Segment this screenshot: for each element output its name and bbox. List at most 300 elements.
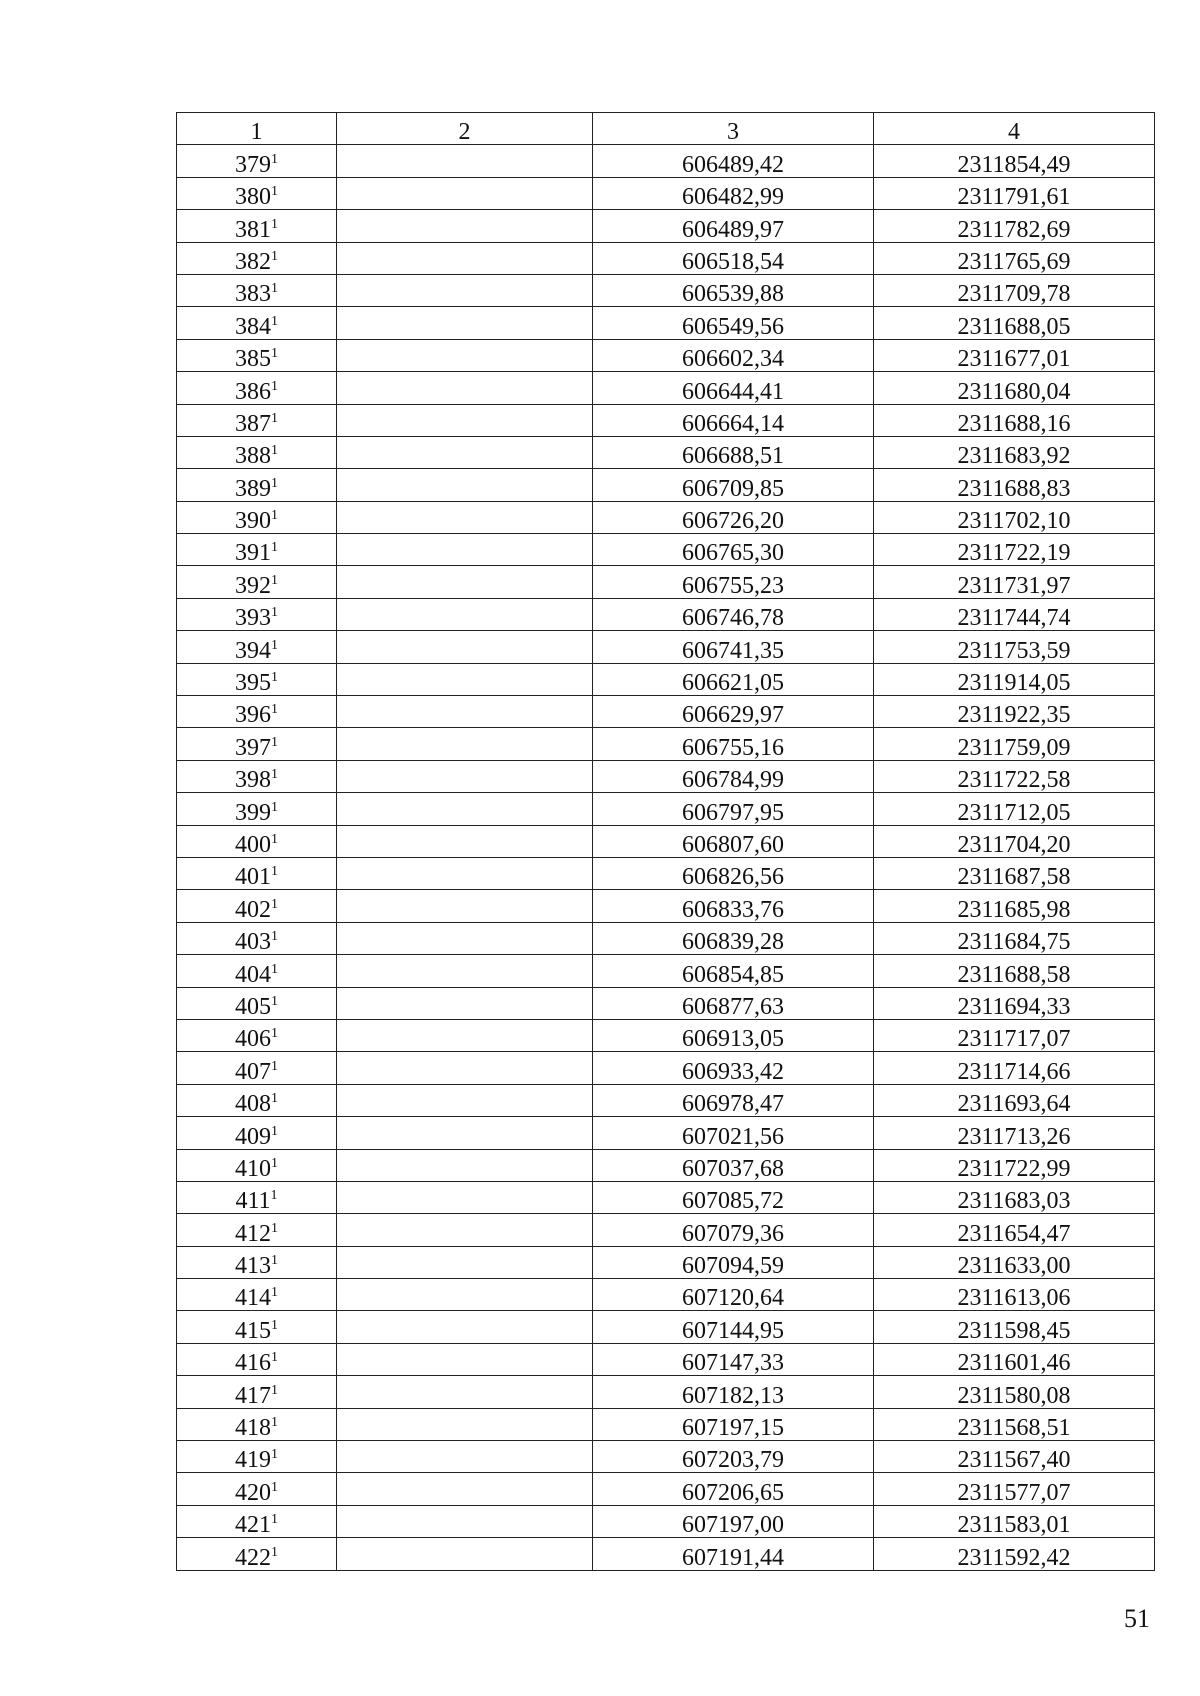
point-number: 384 (235, 313, 271, 340)
point-superscript: 1 (271, 799, 278, 815)
empty-column-cell (337, 1052, 593, 1084)
y-coordinate-cell: 2311683,03 (874, 1181, 1155, 1213)
point-superscript: 1 (271, 1155, 278, 1171)
point-number: 385 (235, 346, 271, 373)
y-coordinate-cell: 2311712,05 (874, 793, 1155, 825)
point-superscript: 1 (271, 1382, 278, 1398)
empty-column-cell (337, 1117, 593, 1149)
empty-column-cell (337, 1376, 593, 1408)
y-coordinate-cell: 2311717,07 (874, 1019, 1155, 1051)
x-coordinate-cell: 607203,79 (593, 1441, 874, 1473)
empty-column-cell (337, 1084, 593, 1116)
table-row (177, 242, 1155, 274)
point-number: 399 (235, 799, 271, 826)
point-number-cell (177, 1376, 337, 1408)
empty-column-cell (337, 404, 593, 436)
empty-column-cell (337, 1279, 593, 1311)
point-superscript: 1 (271, 1123, 278, 1139)
y-coordinate-cell: 2311922,35 (874, 696, 1155, 728)
table-row (177, 728, 1155, 760)
point-superscript: 1 (271, 151, 278, 167)
x-coordinate-cell: 606726,20 (593, 501, 874, 533)
point-number: 404 (235, 961, 271, 988)
y-coordinate-cell: 2311693,64 (874, 1084, 1155, 1116)
point-number: 388 (235, 443, 271, 470)
point-number-cell (177, 372, 337, 404)
table-row (177, 210, 1155, 242)
point-number-cell (177, 469, 337, 501)
x-coordinate-cell: 606933,42 (593, 1052, 874, 1084)
x-coordinate-cell: 606489,97 (593, 210, 874, 242)
point-number: 387 (235, 410, 271, 437)
column-header-1: 1 (177, 113, 337, 145)
table-body (177, 145, 1155, 1570)
table-row (177, 1117, 1155, 1149)
y-coordinate-cell: 2311914,05 (874, 663, 1155, 695)
point-number: 401 (235, 864, 271, 891)
x-coordinate-cell: 606746,78 (593, 598, 874, 630)
point-superscript: 1 (270, 1188, 278, 1204)
x-coordinate-cell: 607191,44 (593, 1538, 874, 1570)
table-row (177, 1149, 1155, 1181)
point-number-cell (177, 728, 337, 760)
empty-column-cell (337, 890, 593, 922)
empty-column-cell (337, 307, 593, 339)
column-header-2: 2 (337, 113, 593, 145)
y-coordinate-cell: 2311592,42 (874, 1538, 1155, 1570)
point-superscript: 1 (271, 1447, 278, 1463)
y-coordinate-cell: 2311722,19 (874, 534, 1155, 566)
point-number: 407 (235, 1058, 271, 1085)
table-row (177, 1019, 1155, 1051)
x-coordinate-cell: 607147,33 (593, 1343, 874, 1375)
y-coordinate-cell: 2311714,66 (874, 1052, 1155, 1084)
table-row (177, 534, 1155, 566)
empty-column-cell (337, 1441, 593, 1473)
x-coordinate-cell: 606602,34 (593, 339, 874, 371)
point-superscript: 1 (271, 637, 278, 653)
x-coordinate-cell: 606854,85 (593, 955, 874, 987)
point-number-cell (177, 825, 337, 857)
point-number: 418 (235, 1415, 271, 1442)
point-number: 396 (235, 702, 271, 729)
point-superscript: 1 (271, 1350, 278, 1366)
point-superscript: 1 (271, 313, 278, 329)
point-number-cell (177, 1084, 337, 1116)
column-header-4: 4 (874, 113, 1155, 145)
point-number-cell (177, 598, 337, 630)
table-row (177, 469, 1155, 501)
x-coordinate-cell: 606913,05 (593, 1019, 874, 1051)
point-superscript: 1 (271, 184, 278, 200)
x-coordinate-cell: 606765,30 (593, 534, 874, 566)
point-number-cell (177, 922, 337, 954)
y-coordinate-cell: 2311580,08 (874, 1376, 1155, 1408)
page-number: 51 (1124, 1604, 1150, 1633)
point-superscript: 1 (271, 831, 278, 847)
empty-column-cell (337, 922, 593, 954)
empty-column-cell (337, 1019, 593, 1051)
point-number-cell (177, 696, 337, 728)
point-number: 380 (235, 184, 271, 211)
table-row (177, 1473, 1155, 1505)
y-coordinate-cell: 2311702,10 (874, 501, 1155, 533)
point-number-cell (177, 274, 337, 306)
x-coordinate-cell: 606709,85 (593, 469, 874, 501)
point-number-cell (177, 1441, 337, 1473)
point-number: 405 (235, 993, 271, 1020)
point-number: 410 (235, 1155, 271, 1182)
table-row (177, 1376, 1155, 1408)
point-number: 381 (235, 216, 271, 243)
empty-column-cell (337, 372, 593, 404)
x-coordinate-cell: 606755,23 (593, 566, 874, 598)
point-superscript: 1 (271, 734, 278, 750)
y-coordinate-cell: 2311684,75 (874, 922, 1155, 954)
y-coordinate-cell: 2311688,05 (874, 307, 1155, 339)
x-coordinate-cell: 607037,68 (593, 1149, 874, 1181)
empty-column-cell (337, 1473, 593, 1505)
point-superscript: 1 (271, 248, 278, 264)
empty-column-cell (337, 1343, 593, 1375)
y-coordinate-cell: 2311633,00 (874, 1246, 1155, 1278)
empty-column-cell (337, 436, 593, 468)
y-coordinate-cell: 2311744,74 (874, 598, 1155, 630)
x-coordinate-cell: 606826,56 (593, 857, 874, 889)
y-coordinate-cell: 2311688,83 (874, 469, 1155, 501)
empty-column-cell (337, 145, 593, 177)
table-row (177, 1181, 1155, 1213)
point-number: 402 (235, 896, 271, 923)
point-number: 403 (235, 929, 271, 956)
table-row (177, 1214, 1155, 1246)
point-superscript: 1 (271, 1544, 278, 1560)
empty-column-cell (337, 987, 593, 1019)
y-coordinate-cell: 2311753,59 (874, 631, 1155, 663)
x-coordinate-cell: 606664,14 (593, 404, 874, 436)
point-number-cell (177, 1538, 337, 1570)
y-coordinate-cell: 2311567,40 (874, 1441, 1155, 1473)
empty-column-cell (337, 1505, 593, 1537)
empty-column-cell (337, 825, 593, 857)
y-coordinate-cell: 2311709,78 (874, 274, 1155, 306)
empty-column-cell (337, 1408, 593, 1440)
x-coordinate-cell: 606688,51 (593, 436, 874, 468)
x-coordinate-cell: 607182,13 (593, 1376, 874, 1408)
point-superscript: 1 (271, 346, 278, 362)
point-superscript: 1 (271, 410, 278, 426)
point-superscript: 1 (271, 961, 278, 977)
x-coordinate-cell: 606833,76 (593, 890, 874, 922)
empty-column-cell (337, 728, 593, 760)
point-number: 406 (235, 1026, 271, 1053)
point-superscript: 1 (271, 605, 278, 621)
y-coordinate-cell: 2311677,01 (874, 339, 1155, 371)
x-coordinate-cell: 606755,16 (593, 728, 874, 760)
x-coordinate-cell: 607079,36 (593, 1214, 874, 1246)
empty-column-cell (337, 793, 593, 825)
point-number: 400 (235, 831, 271, 858)
point-number: 409 (235, 1123, 271, 1150)
point-number-cell (177, 210, 337, 242)
x-coordinate-cell: 607197,15 (593, 1408, 874, 1440)
empty-column-cell (337, 242, 593, 274)
table-row (177, 339, 1155, 371)
table-row (177, 274, 1155, 306)
column-header-3: 3 (593, 113, 874, 145)
empty-column-cell (337, 177, 593, 209)
point-superscript: 1 (271, 281, 278, 297)
empty-column-cell (337, 1538, 593, 1570)
y-coordinate-cell: 2311654,47 (874, 1214, 1155, 1246)
point-superscript: 1 (271, 1479, 278, 1495)
y-coordinate-cell: 2311694,33 (874, 987, 1155, 1019)
point-number-cell (177, 1214, 337, 1246)
y-coordinate-cell: 2311791,61 (874, 177, 1155, 209)
point-number: 391 (235, 540, 271, 567)
point-superscript: 1 (271, 1091, 278, 1107)
point-number: 379 (235, 151, 271, 178)
point-number: 416 (235, 1350, 271, 1377)
point-number-cell (177, 857, 337, 889)
point-superscript: 1 (271, 1253, 278, 1269)
table-row (177, 631, 1155, 663)
y-coordinate-cell: 2311704,20 (874, 825, 1155, 857)
point-number-cell (177, 1473, 337, 1505)
empty-column-cell (337, 598, 593, 630)
point-number: 393 (235, 605, 271, 632)
table-row (177, 922, 1155, 954)
x-coordinate-cell: 607094,59 (593, 1246, 874, 1278)
table-row (177, 1052, 1155, 1084)
point-superscript: 1 (271, 1220, 278, 1236)
point-number: 419 (235, 1447, 271, 1474)
point-superscript: 1 (271, 572, 278, 588)
point-superscript: 1 (271, 864, 278, 880)
table-row (177, 1505, 1155, 1537)
empty-column-cell (337, 760, 593, 792)
x-coordinate-cell: 606839,28 (593, 922, 874, 954)
table-row (177, 825, 1155, 857)
point-superscript: 1 (271, 702, 278, 718)
table-row (177, 436, 1155, 468)
point-number-cell (177, 404, 337, 436)
point-number: 397 (235, 734, 271, 761)
y-coordinate-cell: 2311688,58 (874, 955, 1155, 987)
point-number: 383 (235, 281, 271, 308)
point-superscript: 1 (271, 508, 278, 524)
x-coordinate-cell: 606978,47 (593, 1084, 874, 1116)
table-row (177, 372, 1155, 404)
point-number-cell (177, 1246, 337, 1278)
empty-column-cell (337, 501, 593, 533)
x-coordinate-cell: 607021,56 (593, 1117, 874, 1149)
point-number-cell (177, 631, 337, 663)
point-number: 390 (235, 508, 271, 535)
point-superscript: 1 (271, 767, 278, 783)
point-number: 386 (235, 378, 271, 405)
point-number: 417 (235, 1382, 271, 1409)
point-number: 421 (235, 1512, 271, 1539)
table-row (177, 1246, 1155, 1278)
point-number: 413 (235, 1253, 271, 1280)
point-superscript: 1 (271, 1415, 278, 1431)
point-superscript: 1 (271, 1285, 278, 1301)
x-coordinate-cell: 606489,42 (593, 145, 874, 177)
x-coordinate-cell: 606797,95 (593, 793, 874, 825)
y-coordinate-cell: 2311722,99 (874, 1149, 1155, 1181)
empty-column-cell (337, 1181, 593, 1213)
point-number-cell (177, 242, 337, 274)
point-superscript: 1 (271, 929, 278, 945)
point-superscript: 1 (271, 993, 278, 1009)
empty-column-cell (337, 339, 593, 371)
point-number-cell (177, 534, 337, 566)
y-coordinate-cell: 2311577,07 (874, 1473, 1155, 1505)
empty-column-cell (337, 1311, 593, 1343)
point-number: 408 (235, 1091, 271, 1118)
point-number-cell (177, 1019, 337, 1051)
point-superscript: 1 (271, 216, 278, 232)
empty-column-cell (337, 274, 593, 306)
point-superscript: 1 (271, 475, 278, 491)
point-number: 412 (235, 1220, 271, 1247)
point-superscript: 1 (271, 1026, 278, 1042)
x-coordinate-cell: 606644,41 (593, 372, 874, 404)
point-number-cell (177, 501, 337, 533)
y-coordinate-cell: 2311759,09 (874, 728, 1155, 760)
point-number: 415 (235, 1317, 271, 1344)
point-superscript: 1 (271, 1317, 278, 1333)
x-coordinate-cell: 606621,05 (593, 663, 874, 695)
point-number-cell (177, 1343, 337, 1375)
y-coordinate-cell: 2311601,46 (874, 1343, 1155, 1375)
table-row (177, 1279, 1155, 1311)
table-row (177, 663, 1155, 695)
empty-column-cell (337, 210, 593, 242)
y-coordinate-cell: 2311688,16 (874, 404, 1155, 436)
point-number-cell (177, 1181, 337, 1213)
y-coordinate-cell: 2311598,45 (874, 1311, 1155, 1343)
empty-column-cell (337, 534, 593, 566)
x-coordinate-cell: 606518,54 (593, 242, 874, 274)
table-row (177, 1343, 1155, 1375)
x-coordinate-cell: 606482,99 (593, 177, 874, 209)
x-coordinate-cell: 606741,35 (593, 631, 874, 663)
y-coordinate-cell: 2311613,06 (874, 1279, 1155, 1311)
point-number: 382 (235, 248, 271, 275)
point-number-cell (177, 1279, 337, 1311)
table-row (177, 955, 1155, 987)
table-row (177, 1311, 1155, 1343)
x-coordinate-cell: 606629,97 (593, 696, 874, 728)
table-row (177, 566, 1155, 598)
y-coordinate-cell: 2311765,69 (874, 242, 1155, 274)
y-coordinate-cell: 2311782,69 (874, 210, 1155, 242)
point-superscript: 1 (271, 1058, 278, 1074)
x-coordinate-cell: 607144,95 (593, 1311, 874, 1343)
empty-column-cell (337, 857, 593, 889)
y-coordinate-cell: 2311568,51 (874, 1408, 1155, 1440)
table-row (177, 1408, 1155, 1440)
x-coordinate-cell: 606807,60 (593, 825, 874, 857)
point-number-cell (177, 955, 337, 987)
table-row (177, 696, 1155, 728)
coordinates-table (176, 112, 1155, 1571)
point-number-cell (177, 436, 337, 468)
empty-column-cell (337, 566, 593, 598)
point-superscript: 1 (271, 896, 278, 912)
empty-column-cell (337, 696, 593, 728)
y-coordinate-cell: 2311854,49 (874, 145, 1155, 177)
point-number-cell (177, 793, 337, 825)
x-coordinate-cell: 606549,56 (593, 307, 874, 339)
point-number-cell (177, 890, 337, 922)
point-number-cell (177, 177, 337, 209)
table-row (177, 307, 1155, 339)
point-number: 389 (235, 475, 271, 502)
y-coordinate-cell: 2311683,92 (874, 436, 1155, 468)
point-superscript: 1 (271, 443, 278, 459)
table-row (177, 1441, 1155, 1473)
empty-column-cell (337, 1246, 593, 1278)
point-superscript: 1 (271, 1512, 278, 1528)
point-number: 411 (235, 1188, 271, 1215)
point-superscript: 1 (271, 540, 278, 556)
x-coordinate-cell: 607085,72 (593, 1181, 874, 1213)
y-coordinate-cell: 2311713,26 (874, 1117, 1155, 1149)
empty-column-cell (337, 631, 593, 663)
point-number-cell (177, 760, 337, 792)
table-row (177, 177, 1155, 209)
table-row (177, 404, 1155, 436)
y-coordinate-cell: 2311685,98 (874, 890, 1155, 922)
point-number: 414 (235, 1285, 271, 1312)
empty-column-cell (337, 955, 593, 987)
point-number-cell (177, 1408, 337, 1440)
point-number-cell (177, 566, 337, 598)
table-row (177, 857, 1155, 889)
point-number-cell (177, 663, 337, 695)
y-coordinate-cell: 2311680,04 (874, 372, 1155, 404)
table-row (177, 501, 1155, 533)
empty-column-cell (337, 1149, 593, 1181)
point-number-cell (177, 1052, 337, 1084)
point-number: 422 (235, 1544, 271, 1571)
point-superscript: 1 (271, 670, 278, 686)
point-number-cell (177, 1505, 337, 1537)
table-row (177, 1538, 1155, 1570)
empty-column-cell (337, 1214, 593, 1246)
table-row (177, 987, 1155, 1019)
table-row (177, 145, 1155, 177)
x-coordinate-cell: 607206,65 (593, 1473, 874, 1505)
x-coordinate-cell: 606784,99 (593, 760, 874, 792)
point-number: 420 (235, 1479, 271, 1506)
point-number-cell (177, 339, 337, 371)
table-row (177, 760, 1155, 792)
x-coordinate-cell: 606539,88 (593, 274, 874, 306)
point-number: 395 (235, 670, 271, 697)
point-number: 394 (235, 637, 271, 664)
table-row (177, 890, 1155, 922)
x-coordinate-cell: 606877,63 (593, 987, 874, 1019)
point-number: 392 (235, 572, 271, 599)
point-number-cell (177, 1311, 337, 1343)
y-coordinate-cell: 2311722,58 (874, 760, 1155, 792)
point-superscript: 1 (271, 378, 278, 394)
x-coordinate-cell: 607120,64 (593, 1279, 874, 1311)
